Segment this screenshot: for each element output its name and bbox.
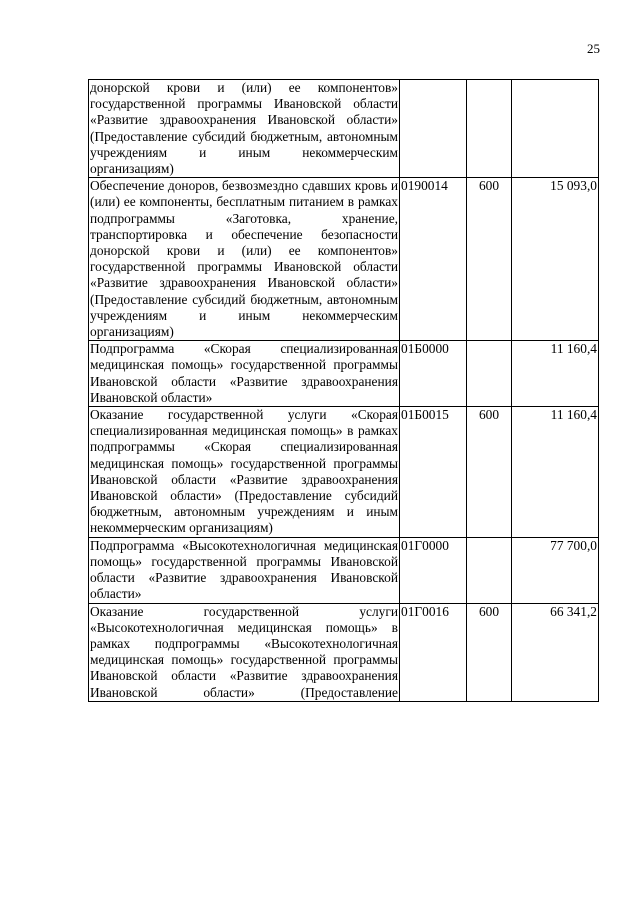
row-sum: 15 093,0 xyxy=(512,178,599,341)
row-sum: 11 160,4 xyxy=(512,341,599,407)
row-sum: 11 160,4 xyxy=(512,407,599,538)
row-name: Подпрограмма «Скорая специализированная медицинская помощь» государственной программы Ивановской области «Развитие здравоохранения Ивановской области» xyxy=(90,341,398,405)
row-sum: 77 700,0 xyxy=(512,537,599,603)
page-number: 25 xyxy=(587,41,600,56)
row-sum xyxy=(512,80,599,178)
row-expense-type: 600 xyxy=(467,407,512,538)
table-row xyxy=(89,341,599,407)
row-expense-type xyxy=(467,537,512,603)
row-code: 0190014 xyxy=(400,178,467,341)
row-name: донорской крови и (или) ее компонентов» государственной программы Ивановской области «Развитие здравоохранения Ивановской области» (Предоставление субсидий бюджетным, автономным учреждениям и иным некоммерческим организациям) xyxy=(90,80,398,177)
table-row xyxy=(89,407,599,538)
table-row xyxy=(89,537,599,603)
row-expense-type: 600 xyxy=(467,603,512,701)
row-expense-type: 600 xyxy=(467,178,512,341)
row-name: Обеспечение доноров, безвозмездно сдавших кровь и (или) ее компоненты, бесплатным питанием в рамках подпрограммы «Заготовка, хранение, транспортировка и обеспечение безопасности донорской крови и (или) ее компонентов» государственной программы Ивановской области «Развитие здравоохранения Ивановской области» (Предоставление субсидий бюджетным, автономным учреждениям и иным некоммерческим организациям) xyxy=(90,178,398,340)
table-row xyxy=(89,603,599,701)
row-sum: 66 341,2 xyxy=(512,603,599,701)
table-row xyxy=(89,178,599,341)
budget-table xyxy=(88,79,599,702)
row-name: Оказание государственной услуги «Скорая специализированная медицинская помощь» в рамках подпрограммы «Скорая специализированная медицинская помощь» государственной программы Ивановской области «Развитие здравоохранения Ивановской области» (Предоставление субсидий бюджетным, автономным учреждениям и иным некоммерческим организациям) xyxy=(90,407,398,536)
table-row xyxy=(89,80,599,178)
row-expense-type xyxy=(467,341,512,407)
row-code: 01Г0000 xyxy=(400,537,467,603)
row-name: Подпрограмма «Высокотехнологичная медицинская помощь» государственной программы Ивановской области «Развитие здравоохранения Ивановской области» xyxy=(90,537,398,602)
row-expense-type xyxy=(467,80,512,178)
row-code: 01Б0015 xyxy=(400,407,467,538)
row-code: 01Б0000 xyxy=(400,341,467,407)
row-code: 01Г0016 xyxy=(400,603,467,701)
row-code xyxy=(400,80,467,178)
row-name: Оказание государственной услуги «Высокотехнологичная медицинская помощь» в рамках подпрограммы «Высокотехнологичная медицинская помощь» государственной программы Ивановской области «Развитие здравоохранения Ивановской области» (Предоставление xyxy=(90,603,398,700)
